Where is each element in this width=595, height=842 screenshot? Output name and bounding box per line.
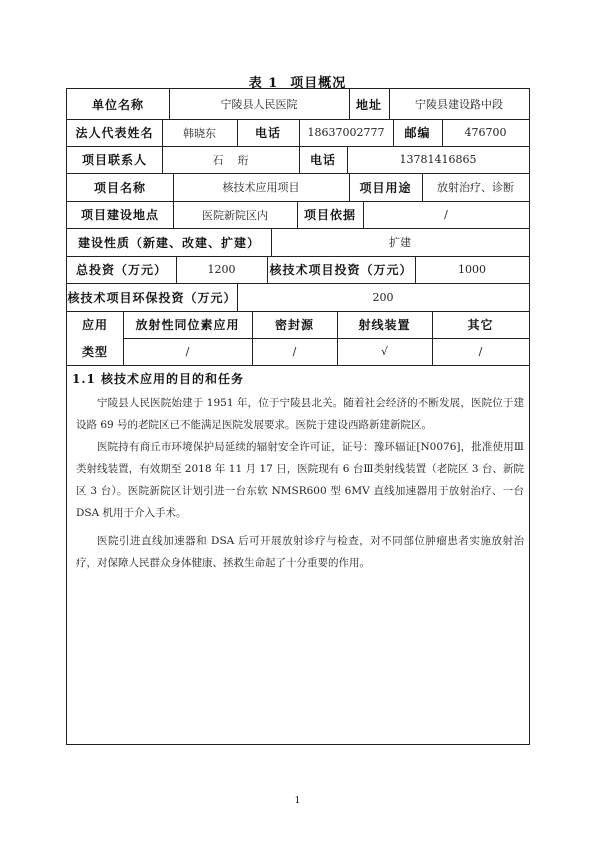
table-title-text: 项目概况 <box>290 76 347 91</box>
other-header: 其它 <box>467 318 494 332</box>
postcode-value: 476700 <box>464 126 507 139</box>
nature-value: 扩建 <box>389 236 411 249</box>
purpose-value: 放射治疗、诊断 <box>437 181 514 194</box>
sealed-source-value: / <box>292 345 297 358</box>
page-number: 1 <box>294 796 301 806</box>
basis-label: 项目依据 <box>303 208 356 222</box>
other-value: / <box>478 345 483 358</box>
site-label: 项目建设地点 <box>80 208 159 222</box>
paragraph: 宁陵县人民医院始建于 1951 年，位于宁陵县北关。随着社会经济的不断发展，医院位于建设路 69 号的老院区已不能满足医院发展要求。医院于建设西路新建新院区。 <box>76 397 524 431</box>
contact-phone-label: 电话 <box>309 153 336 167</box>
legal-rep-value: 韩晓东 <box>183 126 216 140</box>
sealed-source-header: 密封源 <box>274 318 314 332</box>
contact-phone-value: 13781416865 <box>399 153 477 166</box>
env-investment-value: 200 <box>372 290 394 304</box>
nuclear-investment-label: 核技术项目投资（万元） <box>269 263 413 277</box>
total-investment-label: 总投资（万元） <box>75 263 167 277</box>
contact-value: 石 珩 <box>212 153 249 167</box>
unit-name-value: 宁陵县人民医院 <box>220 98 298 111</box>
phone-label: 电话 <box>254 126 281 140</box>
ray-device-value: √ <box>380 345 388 358</box>
legal-rep-label: 法人代表姓名 <box>75 126 154 140</box>
basis-value: / <box>444 208 448 221</box>
application-type-label-1: 应用 <box>81 318 108 332</box>
nature-label: 建设性质（新建、改建、扩建） <box>77 235 260 250</box>
project-name-label: 项目名称 <box>93 180 146 195</box>
ray-device-header: 射线装置 <box>358 318 411 332</box>
address-label: 地址 <box>355 97 382 112</box>
address-value: 宁陵县建设路中段 <box>415 98 503 111</box>
phone-value: 18637002777 <box>307 126 385 139</box>
application-type-label-2: 类型 <box>81 345 108 359</box>
radioisotope-value: / <box>185 345 190 358</box>
site-value: 医院新院区内 <box>202 208 268 222</box>
table-title-number: 表 1 <box>248 76 279 91</box>
purpose-label: 项目用途 <box>359 180 412 195</box>
project-name-value: 核技术应用项目 <box>222 181 300 194</box>
contact-label: 项目联系人 <box>81 153 147 167</box>
total-investment-value: 1200 <box>207 263 236 276</box>
env-investment-label: 核技术项目环保投资（万元） <box>67 290 237 305</box>
nuclear-investment-value: 1000 <box>458 263 486 276</box>
radioisotope-header: 放射性同位素应用 <box>135 318 240 332</box>
paragraph: 医院引进直线加速器和 DSA 后可开展放射诊疗与检查，对不同部位肿瘤患者实施放射治疗，对保障人民群众身体健康、拯救生命起了十分重要的作用。 <box>76 535 524 569</box>
unit-name-label: 单位名称 <box>91 97 144 112</box>
postcode-label: 邮编 <box>404 126 431 140</box>
paragraph: 医院持有商丘市环境保护局延续的辐射安全许可证，证号：豫环辐证[N0076]，批准使用Ⅲ类射线装置，有效期至 2018 年 11 月 17 日，医院现有 6 台Ⅲ类射线装置（老院区 3 台、新院区 3 台）。医院新院区计划引进一台东软 NMSR600 型 6MV 直线加速器用于放射治疗、一台 DSA 机用于介入手术。 <box>76 441 524 519</box>
section-heading: 1.1 核技术应用的目的和任务 <box>72 372 245 386</box>
